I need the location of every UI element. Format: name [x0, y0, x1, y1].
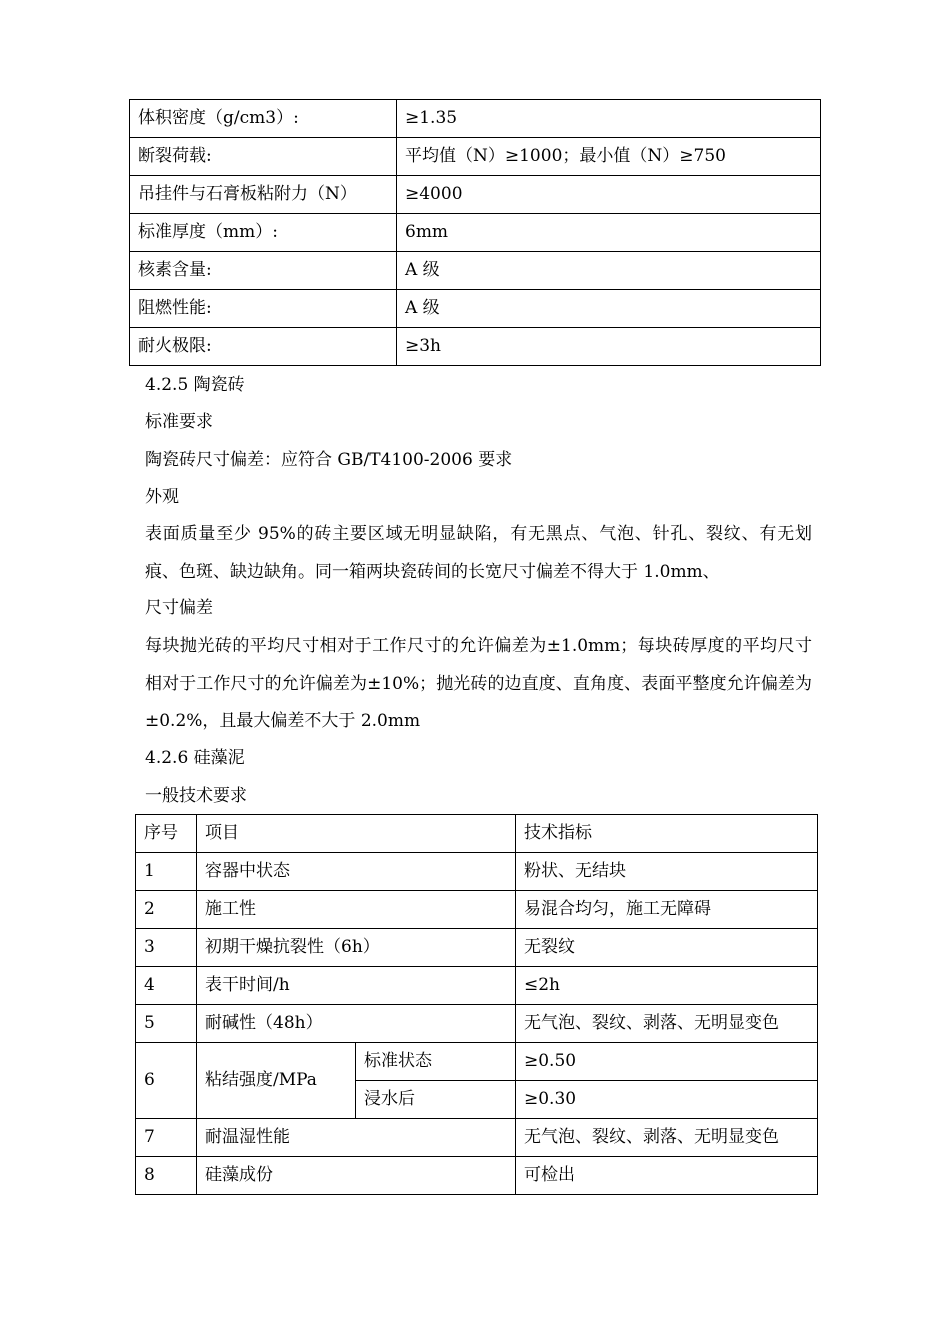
- table-cell-spec: 粉状、无结块: [516, 853, 818, 891]
- table-cell-number: 5: [136, 1005, 197, 1043]
- subheading-general-requirements: 一般技术要求: [145, 786, 247, 806]
- subheading-size-deviation: 尺寸偏差: [145, 598, 213, 618]
- table-row: [130, 100, 821, 138]
- table-cell-subitem: 浸水后: [356, 1081, 516, 1119]
- table-cell-value: 6mm: [397, 214, 821, 252]
- table-cell-spec: 无裂纹: [516, 929, 818, 967]
- column-header-spec: 技术指标: [516, 815, 818, 853]
- table-cell-value: A 级: [397, 290, 821, 328]
- section-heading-ceramic-tile: 4.2.5 陶瓷砖: [145, 375, 245, 395]
- table-cell-number: 8: [136, 1157, 197, 1195]
- table-row: [136, 1157, 818, 1195]
- paragraph-appearance: 表面质量至少 95%的砖主要区域无明显缺陷，有无黑点、气泡、针孔、裂纹、有无划痕、色斑、缺边缺角。同一箱两块瓷砖间的长宽尺寸偏差不得大于 1.0mm、: [145, 524, 812, 582]
- table-cell-label: 核素含量:: [130, 252, 397, 290]
- table-cell-item: 初期干燥抗裂性（6h）: [197, 929, 516, 967]
- table-row: [136, 1119, 818, 1157]
- table-cell-number: 1: [136, 853, 197, 891]
- table-cell-item: 容器中状态: [197, 853, 516, 891]
- table-row: [136, 1005, 818, 1043]
- table-cell-label: 体积密度（g/cm3）:: [130, 100, 397, 138]
- table-row: [130, 138, 821, 176]
- table-cell-item: 施工性: [197, 891, 516, 929]
- table-cell-value: 平均值（N）≥1000；最小值（N）≥750: [397, 138, 821, 176]
- diatom-mud-spec-table: [135, 814, 818, 1195]
- table-cell-label: 标准厚度（mm）:: [130, 214, 397, 252]
- table-cell-value: ≥1.35: [397, 100, 821, 138]
- table-row: [130, 252, 821, 290]
- table-cell-value: A 级: [397, 252, 821, 290]
- table-cell-item: 硅藻成份: [197, 1157, 516, 1195]
- table-row: [130, 214, 821, 252]
- paragraph-size-deviation: 陶瓷砖尺寸偏差：应符合 GB/T4100-2006 要求: [145, 450, 513, 470]
- table-header-row: [136, 815, 818, 853]
- table-cell-item: 表干时间/h: [197, 967, 516, 1005]
- table-row: [136, 891, 818, 929]
- table-cell-value: ≥4000: [397, 176, 821, 214]
- subheading-appearance: 外观: [145, 487, 179, 507]
- table-cell-subitem: 标准状态: [356, 1043, 516, 1081]
- table-cell-label: 断裂荷载:: [130, 138, 397, 176]
- paragraph-size-tolerance: 每块抛光砖的平均尺寸相对于工作尺寸的允许偏差为±1.0mm；每块砖厚度的平均尺寸相对于工作尺寸的允许偏差为±10%；抛光砖的边直度、直角度、表面平整度允许偏差为±0.2%，且最大偏差不大于 2.0mm: [145, 636, 812, 731]
- table-row: [136, 929, 818, 967]
- table-cell-number: 4: [136, 967, 197, 1005]
- table-cell-spec: 易混合均匀，施工无障碍: [516, 891, 818, 929]
- table-cell-item: 耐温湿性能: [197, 1119, 516, 1157]
- table-cell-value: ≥3h: [397, 328, 821, 366]
- table-cell-spec: ≤2h: [516, 967, 818, 1005]
- table-cell-label: 耐火极限:: [130, 328, 397, 366]
- table-cell-number: 2: [136, 891, 197, 929]
- table-cell-number: 6: [136, 1043, 197, 1119]
- section-heading-diatom-mud: 4.2.6 硅藻泥: [145, 748, 245, 768]
- table-cell-item: 耐碱性（48h）: [197, 1005, 516, 1043]
- gypsum-board-spec-table: [129, 99, 821, 366]
- table-cell-number: 3: [136, 929, 197, 967]
- table-cell-item: 粘结强度/MPa: [197, 1043, 356, 1119]
- table-row: [130, 290, 821, 328]
- table-cell-spec: ≥0.30: [516, 1081, 818, 1119]
- subheading-standard-requirements: 标准要求: [145, 412, 213, 432]
- table-cell-number: 7: [136, 1119, 197, 1157]
- table-cell-spec: ≥0.50: [516, 1043, 818, 1081]
- table-row: [136, 853, 818, 891]
- table-row: [130, 176, 821, 214]
- table-cell-spec: 无气泡、裂纹、剥落、无明显变色: [516, 1005, 818, 1043]
- column-header-item: 项目: [197, 815, 516, 853]
- table-cell-label: 吊挂件与石膏板粘附力（N）: [130, 176, 397, 214]
- table-row: [136, 967, 818, 1005]
- table-cell-label: 阻燃性能:: [130, 290, 397, 328]
- table-cell-spec: 可检出: [516, 1157, 818, 1195]
- table-row: [130, 328, 821, 366]
- table-cell-spec: 无气泡、裂纹、剥落、无明显变色: [516, 1119, 818, 1157]
- column-header-number: 序号: [136, 815, 197, 853]
- table-row: [136, 1043, 818, 1081]
